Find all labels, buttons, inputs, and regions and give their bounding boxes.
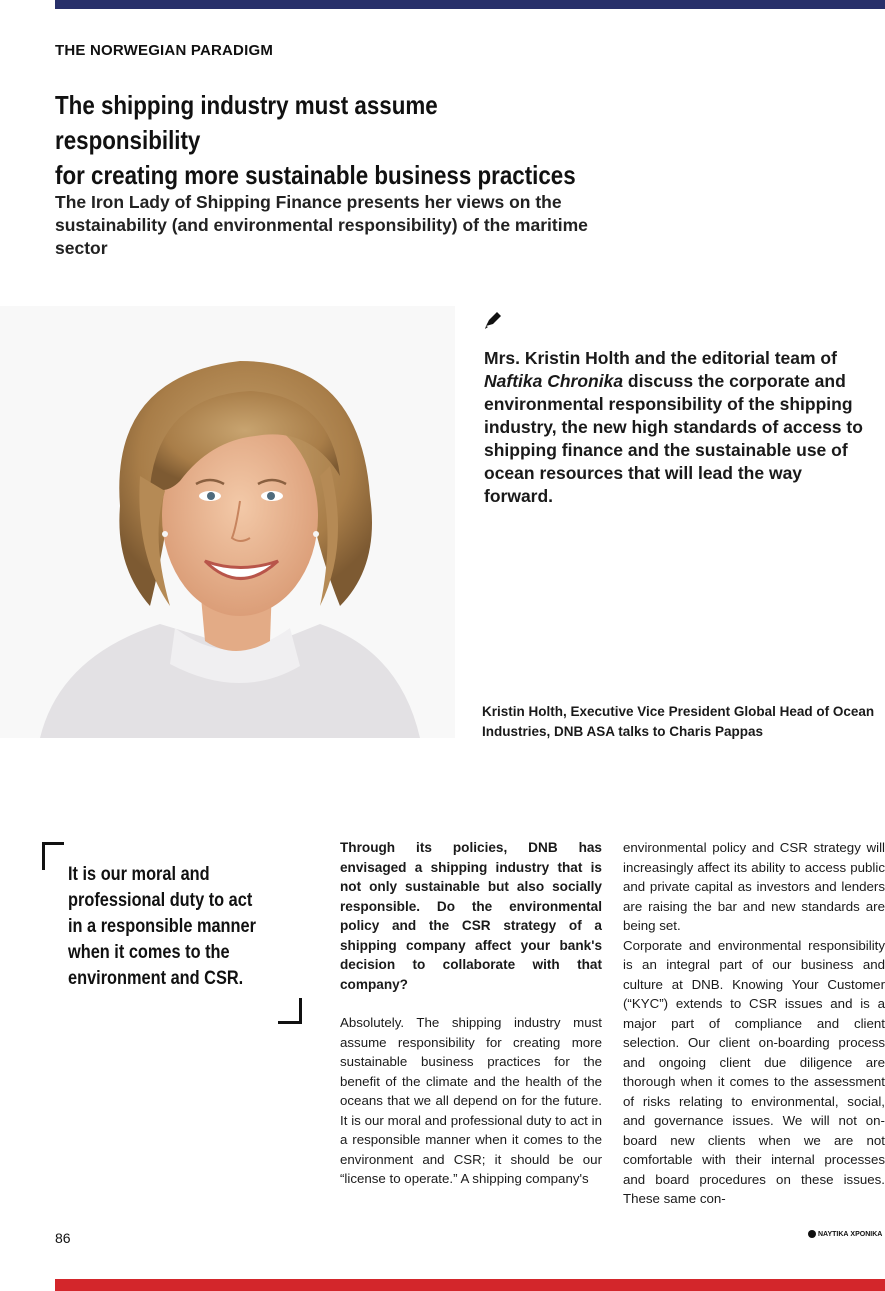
caption-title: , Executive Vice President Global Head of Ocean Industries, DNB ASA talks to Charis Pappas [482,704,875,739]
headline-line-1: The shipping industry must assume responsibility [55,90,438,155]
section-label: THE NORWEGIAN PARADIGM [55,42,274,59]
brand-logo-icon [808,1230,816,1238]
standfirst: The Iron Lady of Shipping Finance presents her views on the sustainability (and environmental responsibility) of the maritime sector [55,192,588,258]
intro-text-end: discuss the corporate and environmental responsibility of the shipping industry, the new high standards of access to shipping finance and the sustainable use of ocean resources that will lead the way forward. [484,371,863,506]
quote-corner-bottom-right [278,998,302,1024]
pull-quote: It is our moral and professional duty to act in a responsible manner when it comes to the environment and CSR. [68,864,256,989]
answer-paragraph-3: Corporate and environmental responsibility is an integral part of our business and culture at DNB. Knowing Your Customer (“KYC”) extends to CSR issues and is a major part of compliance and client selection. Our client on-boarding process and ongoing client due diligence are thorough when it comes to the assessment of risks relating to environmental, social, and governance issues. We will not on-board new clients when we are not comfortable with their internal processes and board procedures on these issues. These same con- [623,937,885,1206]
intro-publication-name: Naftika Chronika [484,371,624,391]
intro-paragraph [484,347,869,508]
caption-name: Kristin Holth [482,704,563,719]
headline [55,88,588,193]
portrait-illustration [0,306,455,738]
interview-question: Through its policies, DNB has envisaged a shipping industry that is not only sustainable but also socially responsible. Do the environmental policy and the CSR strategy of a shipping company affect your bank's decision to collaborate with that company? [340,840,602,992]
publication-brand [808,1230,882,1238]
page-number: 86 [55,1230,71,1246]
top-color-bar [55,0,885,9]
quote-corner-top-left [42,842,64,870]
brand-name: ΝΑΥΤΙΚΑ ΧΡΟΝΙΚΑ [818,1230,883,1238]
photo-caption [482,702,877,742]
article-column-2 [623,838,885,1209]
article-column-1 [340,838,602,1189]
bottom-color-bar [55,1279,885,1291]
pen-icon [483,308,505,330]
intro-text-start: Mrs. Kristin Holth and the editorial team of [484,348,837,368]
portrait-photo [0,306,455,738]
headline-line-2: for creating more sustainable business practices [55,160,576,190]
answer-paragraph-2: environmental policy and CSR strategy will increasingly affect its ability to access public and private capital as investors and lenders are raising the bar and new standards are being set. [623,840,885,933]
answer-paragraph-1: Absolutely. The shipping industry must assume responsibility for creating more sustainable business practices for the benefit of the climate and the health of the oceans that we all depend on for the future. It is our moral and professional duty to act in a responsible manner when it comes to the environment and CSR; it should be our “license to operate.” A shipping company's [340,1015,602,1186]
